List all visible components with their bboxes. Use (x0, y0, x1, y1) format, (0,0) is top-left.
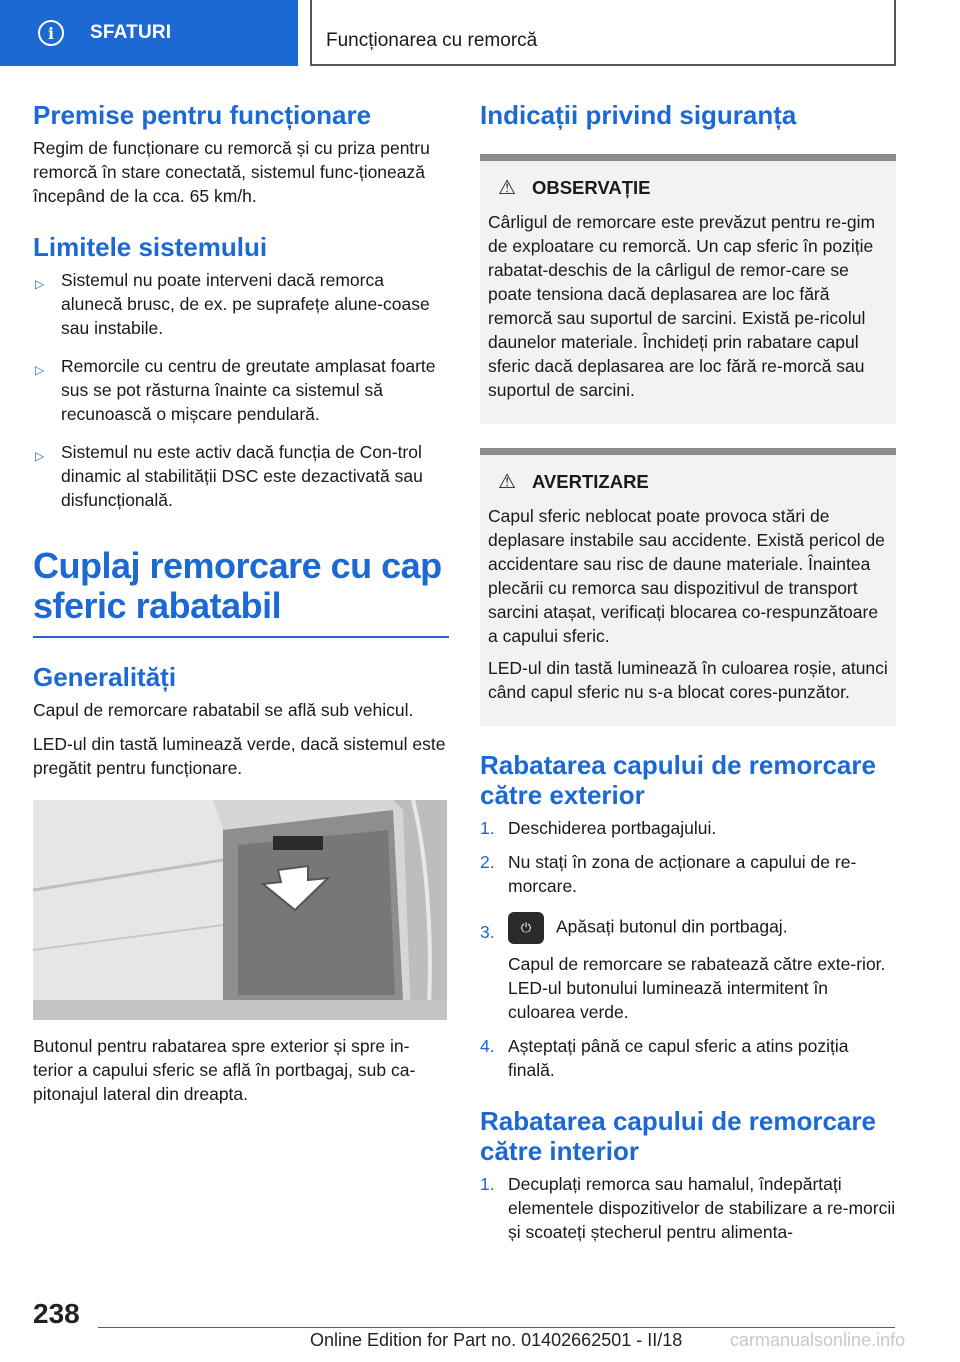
paragraph-general-1: Capul de remorcare rabatabil se află sub vehicul. (33, 700, 414, 720)
step-text: Nu stați în zona de acționare a capului de re-morcare. (508, 852, 857, 896)
step-text: Apăsați butonul din portbagaj. (556, 916, 788, 937)
step-subtext: Capul de remorcare se rabatează către exte-rior. LED-ul butonului luminează intermitent în culoarea verde. (508, 954, 886, 1022)
watermark: carmanualsonline.info (730, 1330, 906, 1350)
trailer-hitch-button-icon: ⏻ (508, 912, 544, 944)
list-item (33, 354, 449, 426)
warning-triangle-icon: ⚠ (498, 177, 516, 199)
step-item (480, 1172, 896, 1244)
paragraph-general-2: LED-ul din tastă luminează verde, dacă sistemul este pregătit pentru funcționare. (33, 734, 446, 778)
limits-list (33, 268, 449, 512)
step-item (480, 912, 896, 1024)
triangle-bullet-icon: ▷ (35, 363, 45, 377)
step-text: Decuplați remorca sau hamalul, îndepărtați elementele dispozitivelor de stabilizare a re-morcii și scoateți ștecherul pentru alimenta- (508, 1174, 896, 1242)
heading-interior: Rabatarea capului de remorcare către interior (480, 1106, 876, 1166)
section-label: SFATURI (90, 22, 172, 43)
step-number: 4. (480, 1036, 495, 1056)
step-number: 1. (480, 1174, 495, 1194)
right-column (480, 100, 896, 1254)
heading-limite: Limitele sistemului (33, 232, 268, 262)
notice-title: OBSERVAȚIE (531, 176, 651, 198)
photo-caption: Butonul pentru rabatarea spre exterior și spre in-terior a capului sferic se află în portbagaj, sub ca-pitonajul lateral din dreapta. (33, 1036, 416, 1104)
warning-triangle-icon: ⚠ (498, 471, 516, 493)
header-section-tab (0, 0, 298, 66)
interior-steps (480, 1172, 896, 1244)
page-number: 238 (33, 1298, 80, 1329)
step-item (480, 850, 896, 898)
step-item (480, 816, 896, 840)
heading-exterior: Rabatarea capului de remorcare către exterior (480, 750, 876, 810)
notice-text-1: Capul sferic neblocat poate provoca stări de deplasare instabile sau accidente. Există pericol de accidentare sau risc de daune materiale. Înaintea plecării cu remorca sau dispozitivul de transport sarcini atașat, verificați blocarea co-respunzătoare a capului sferic. (488, 506, 885, 646)
list-item-text: Sistemul nu poate interveni dacă remorca alunecă brusc, de ex. pe suprafețe alune-coase sau instabile. (61, 270, 430, 338)
notice-observatie (480, 154, 896, 424)
paragraph-premise: Regim de funcționare cu remorcă și cu priza pentru remorcă în stare conectată, sistemul func-ționează începând de la cca. 65 km/h. (33, 138, 430, 206)
exterior-steps (480, 816, 896, 1082)
list-item-text: Sistemul nu este activ dacă funcția de Con-trol dinamic al stabilității DSC este dezactivată sau disfuncțională. (61, 442, 423, 510)
step-text: Așteptați până ce capul sferic a atins poziția finală. (508, 1036, 849, 1080)
step-item (480, 1034, 896, 1082)
notice-avertizare (480, 448, 896, 726)
heading-cuplaj: Cuplaj remorcare cu cap sferic rabatabil (33, 545, 442, 626)
notice-title: AVERTIZARE (531, 470, 649, 492)
heading-indicatii: Indicații privind siguranța (480, 100, 797, 130)
triangle-bullet-icon: ▷ (35, 449, 45, 463)
edition-text: Online Edition for Part no. 01402662501 - II/18 (310, 1330, 683, 1350)
heading-premise: Premise pentru funcționare (33, 100, 372, 130)
chapter-title: Funcționarea cu remorcă (310, 0, 896, 66)
list-item (33, 268, 449, 340)
footer-divider (98, 1327, 895, 1328)
heading-divider (33, 636, 449, 638)
step-number: 2. (480, 852, 495, 872)
trunk-illustration (33, 800, 447, 1020)
list-item-text: Remorcile cu centru de greutate amplasat foarte sus se pot răsturna înainte ca sistemul să recunoască o mișcare pendulară. (61, 356, 436, 424)
notice-header (488, 469, 888, 494)
step-number: 1. (480, 818, 495, 838)
notice-text: Cârligul de remorcare este prevăzut pentru re-gim de exploatare cu remorcă. Un cap sferic în poziție rabatat-deschis de la cârligul de remor-care se poate tensiona dacă deplasarea are loc fără remorcă sau suportul de sarcini. Există pe-ricolul daunelor materiale. Închideți prin rabatare capul sferic dacă deplasarea are loc fără re-morcă sau suportul de sarcini. (488, 212, 876, 400)
trunk-button-photo (33, 800, 447, 1020)
info-icon: i (38, 20, 64, 46)
triangle-bullet-icon: ▷ (35, 277, 45, 291)
step-text: Deschiderea portbagajului. (508, 818, 717, 838)
notice-text-2: LED-ul din tastă luminează în culoarea roșie, atunci când capul sferic nu s-a blocat cores-punzător. (488, 658, 888, 702)
left-column (33, 100, 449, 1116)
heading-generalitati: Generalități (33, 662, 177, 692)
list-item (33, 440, 449, 512)
step-number: 3. (480, 922, 495, 942)
notice-header (488, 175, 888, 200)
